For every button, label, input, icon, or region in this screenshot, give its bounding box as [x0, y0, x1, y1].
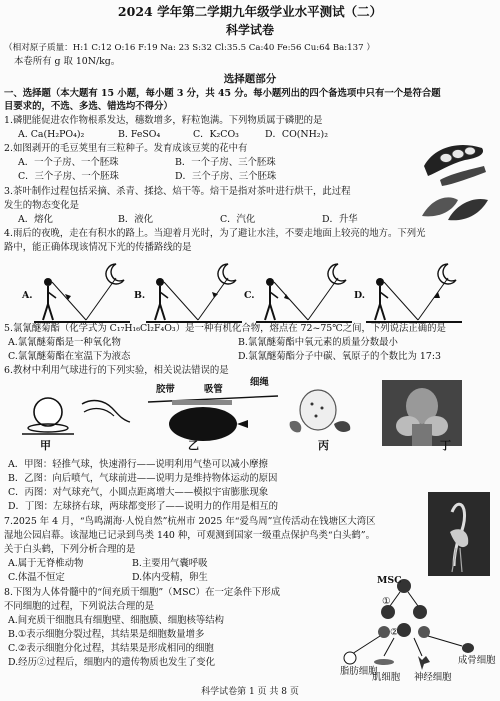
q8-option-c: C.②表示细胞分化过程，其结果是形成相同的细胞 [8, 643, 214, 654]
q2-option-c: C．三个子房、一个胚珠 [18, 171, 119, 182]
q3-option-c: C．汽化 [220, 214, 256, 225]
q2-option-a: A．一个子房、一个胚珠 [18, 157, 119, 168]
msc-label: MSC [377, 575, 402, 586]
q3-option-d: D．升华 [322, 214, 358, 225]
fig-text-string: 细绳 [250, 377, 269, 388]
q8-option-b: B.①表示细胞分裂过程，其结果是细胞数量增多 [8, 629, 205, 640]
q3-option-a: A．熔化 [18, 214, 53, 225]
q6-stem: 6.教材中利用气球进行的下列实验，相关说法错误的是 [4, 365, 229, 376]
fig-text-straw: 吸管 [204, 384, 223, 395]
q4-option-d: D. [354, 290, 366, 301]
page-footer: 科学试卷第 1 页 共 8 页 [201, 687, 299, 697]
process-1-label: ① [382, 596, 391, 607]
q4-stem: 4.雨后的夜晚，走在有积水的路上。当迎着月光时，为了避让水洼，不要走地面上较亮的地方。下列光 [4, 228, 426, 239]
process-2-label: ② [390, 627, 399, 638]
q6-option-c: C．丙图：对气球充气，小圆点距离增大——模拟宇宙膨胀现象 [8, 487, 269, 498]
section-heading-cont: 目要求的，不选、多选、错选均不得分） [4, 101, 173, 112]
q1-option-d: D．CO(NH₂)₂ [265, 129, 328, 140]
q8-option-d: D.经历②过程后，细胞内的遗传物质也发生了变化 [8, 657, 216, 668]
q3-stem-cont: 发生的物态变化是 [4, 200, 80, 211]
exam-title: 2024 学年第二学期九年级学业水平测试（二） [117, 4, 383, 19]
q6-option-a: A．甲图：轻推气球，快速滑行——说明利用气垫可以减小摩擦 [8, 459, 268, 470]
q5-option-c: C.氯氰醚菊酯在室温下为液态 [8, 351, 131, 362]
light-path-diagram-a [34, 258, 130, 330]
q4-stem-cont: 路中，能正确体现该情况下光的传播路线的是 [4, 242, 192, 253]
bone-cell-label: 成骨细胞 [458, 655, 496, 666]
q8-stem-cont: 不同细胞的过程，下列说法合理的是 [4, 601, 155, 612]
q2-stem: 2.如图剥开的毛豆荚里有三粒种子。发育成该豆荚的花中有 [4, 143, 248, 154]
q4-option-b: B. [134, 290, 146, 301]
balloon-figure-jia [22, 390, 132, 438]
muscle-cell-label: 肌细胞 [372, 672, 401, 683]
fig-label-bing: 丙 [318, 439, 329, 452]
section-heading: 一、选择题（本大题有 15 小题，每小题 3 分，共 45 分。每小题列出的四个备选项中只有一个是符合题 [4, 88, 441, 99]
crane-photo [428, 492, 490, 576]
fig-label-yi: 乙 [188, 439, 199, 452]
q2-option-b: B．一个子房、三个胚珠 [175, 157, 276, 168]
light-path-diagram-c [256, 258, 352, 330]
q4-option-c: C. [244, 290, 255, 301]
light-path-diagram-b [146, 258, 242, 330]
balloon-figure-yi [148, 396, 278, 446]
q1-option-a: A. Ca(H₂PO₄)₂ [18, 129, 85, 140]
q2-option-d: D．三个子房、三个胚珠 [175, 171, 277, 182]
q1-option-b: B. FeSO₄ [118, 129, 161, 140]
fig-text-tape: 胶带 [156, 384, 175, 395]
q1-stem: 1.磷肥能促进农作物根系发达，穗数增多，籽粒饱满。下列物质属于磷肥的是 [4, 115, 323, 126]
section-title: 选择题部分 [223, 73, 277, 85]
q6-option-d: D．丁图：左球挤右球，两球都变形了——说明力的作用是相互的 [8, 501, 279, 512]
light-path-diagram-d [366, 258, 462, 330]
q7-stem-cont: 湿地公园启幕。该湿地已记录到鸟类 140 种，可观测到国家一级重点保护鸟类“白头鹤”。 [4, 530, 375, 541]
q7-option-b: B.主要用气囊呼吸 [132, 558, 208, 569]
q3-stem: 3.茶叶制作过程包括采摘、杀青、揉捻、焙干等。焙干是指对茶叶进行烘干，此过程 [4, 186, 351, 197]
q7-option-a: A.属于无脊椎动物 [8, 558, 84, 569]
q5-option-d: D.氯氰醚菊酯分子中碳、氧原子的个数比为 17:3 [238, 351, 441, 362]
q4-option-a: A. [22, 290, 33, 301]
q8-stem: 8.下图为人体骨髓中的“间充质干细胞”（MSC）在一定条件下形成 [4, 587, 281, 598]
fig-label-ding: 丁 [440, 439, 451, 452]
nerve-cell-label: 神经细胞 [414, 672, 452, 683]
q3-option-b: B．液化 [118, 214, 154, 225]
gravity-note: 本卷所有 g 取 10N/kg。 [14, 56, 121, 67]
balloon-figure-bing [286, 388, 356, 438]
q7-stem: 7.2025 年 4 月，“鸟鸣湖海·人悦自然”杭州市 2025 年“爱鸟周”宣传活动在钱塘区大湾区 [4, 516, 376, 527]
q5-option-b: B.氯氰醚菊酯中氧元素的质量分数最小 [238, 337, 398, 348]
q5-stem: 5.氯氰醚菊酯（化学式为 C₁₇H₁₆Cl₂F₄O₃）是一种有机化合物，熔点在 72~75℃之间，下列说法正确的是 [4, 323, 446, 334]
fat-cell-label: 脂肪细胞 [340, 666, 378, 677]
tea-leaves-image [418, 186, 492, 226]
fig-label-jia: 甲 [40, 439, 51, 452]
q7-stem-cont2: 关于白头鹤，下列分析合理的是 [4, 544, 136, 555]
q8-option-a: A.间充质干细胞具有细胞壁、细胞膜、细胞核等结构 [8, 615, 225, 626]
q7-option-c: C.体温不恒定 [8, 572, 65, 583]
q6-option-b: B．乙图：向后喷气，气球前进——说明力是维持物体运动的原因 [8, 473, 278, 484]
exam-subtitle: 科学试卷 [225, 23, 274, 37]
q7-option-d: D.体内受精，卵生 [132, 572, 208, 583]
q5-option-a: A.氯氰醚菊酯是一种氧化物 [8, 337, 121, 348]
atomic-masses: （相对原子质量：H:1 C:12 O:16 F:19 Na: 23 S:32 Cl:35.5 Ca:40 Fe:56 Cu:64 Ba:137 ） [4, 43, 375, 53]
q1-option-c: C．K₂CO₃ [193, 129, 239, 140]
bean-pod-image [420, 136, 490, 191]
